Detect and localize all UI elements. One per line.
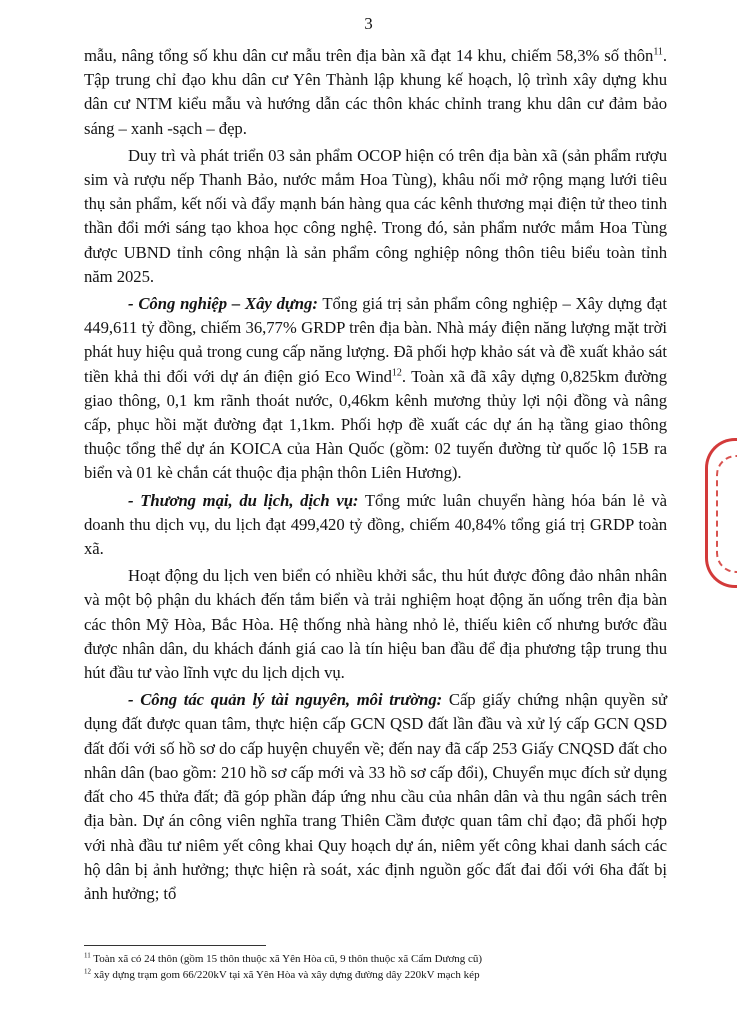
paragraph-text: Duy trì và phát triển 03 sản phẩm OCOP hiện có trên địa bàn xã (sản phẩm rượu sim và rượu nếp Thanh Bảo, nước mắm Hoa Tùng), khâu nối mở rộng mạng lưới tiêu thụ sản phẩm, kết nối và đẩy mạnh bán hàng qua các kênh thương mại điện tử theo tinh thần đổi mới sáng tạo khoa học công nghệ. Trong đó, sản phẩm nước mắm Hoa Tùng được UBND tỉnh công nhận là sản phẩm công nghiệp nông thôn tiêu biểu toàn tỉnh năm 2025. [84, 145, 667, 286]
paragraph-text: Hoạt động du lịch ven biển có nhiều khởi sắc, thu hút được đông đảo nhân nhân và một bộ phận du khách đến tắm biển và trải nghiệm hoạt động ăn uống trên địa bàn các thôn Mỹ Hòa, Bắc Hòa. Hệ thống nhà hàng nhỏ lẻ, thiếu kiên cố nhưng bước đầu được nhân dân, du khách đánh giá cao là tín hiệu ban đầu để địa phương tập trung thu hút đầu tư vào lĩnh vực du lịch dịch vụ. [84, 566, 667, 683]
paragraph-resources [84, 688, 667, 906]
footnote-ref-11: 11 [653, 46, 663, 58]
footnote-number: 11 [84, 951, 91, 960]
section-lead-resources: - Công tác quản lý tài nguyên, môi trường: [128, 690, 443, 710]
footnotes [84, 951, 674, 983]
footnote-text: xây dựng trạm gom 66/220kV tại xã Yên Hòa và xây dựng đường dây 220kV mạch kép [91, 969, 480, 981]
paragraph-1 [84, 44, 667, 141]
footnote-11 [84, 951, 674, 967]
paragraph-tourism [84, 564, 667, 685]
paragraph-trade [84, 489, 667, 562]
footnote-text: Toàn xã có 24 thôn (gồm 15 thôn thuộc xã Yên Hòa cũ, 9 thôn thuộc xã Cẩm Dương cũ) [90, 953, 483, 965]
paragraph-text: Tổng giá trị sản phẩm công nghiệp – Xây dựng đạt 449,611 tỷ đồng, chiếm 36,77% GRDP trên địa bàn. Nhà máy điện năng lượng mặt trời phát huy hiệu quả trong cung cấp năng lượng. Đã phối hợp khảo sát và đề xuất khảo sát tiền khả thi đối với dự án điện gió Eco Wind [84, 294, 667, 386]
paragraph-industry [84, 292, 667, 486]
paragraph-text-cont: . Tập trung chỉ đạo khu dân cư Yên Thành lập khung kế hoạch, lộ trình xây dựng khu dân cư NTM kiểu mẫu và hướng dẫn các thôn khác chỉnh trang khu dân cư đảm bảo sáng – xanh -sạch – đẹp. [84, 46, 667, 138]
section-lead-trade: - Thương mại, du lịch, dịch vụ: [128, 490, 359, 510]
paragraph-text: Tổng mức luân chuyển hàng hóa bán lẻ và doanh thu dịch vụ, du lịch đạt 499,420 tỷ đồng, chiếm 40,84% tổng giá trị GRDP toàn xã. [84, 490, 667, 559]
footnote-number: 12 [84, 967, 91, 976]
footnote-divider [84, 945, 266, 946]
seal-inner-ring [716, 455, 737, 573]
paragraph-text: mẫu, nâng tổng số khu dân cư mẫu trên địa bàn xã đạt 14 khu, chiếm 58,3% số thôn [84, 46, 654, 65]
footnote-ref-12: 12 [391, 367, 402, 379]
document-body [84, 44, 667, 909]
footnote-12 [84, 967, 674, 983]
page-number: 3 [364, 14, 373, 33]
paragraph-text: Cấp giấy chứng nhận quyền sử dụng đất được quan tâm, thực hiện cấp GCN QSD đất lần đầu và xử lý cấp GCN QSD đất đối với số hồ sơ do cấp huyện chuyển về; đến nay đã cấp 253 Giấy CNQSD đất cho nhân dân (bao gồm: 210 hồ sơ cấp mới và 33 hồ sơ cấp đổi), Chuyển mục đích sử dụng đất cho 45 thửa đất; đã góp phần đáp ứng nhu cầu của nhân dân và thu ngân sách trên địa bàn. Dự án công viên nghĩa trang Thiên Cầm được quan tâm chỉ đạo; đã phối hợp với nhà đầu tư niêm yết công khai Quy hoạch dự án, niêm yết công khai danh sách các hộ dân bị ảnh hưởng; thực hiện rà soát, xác định nguồn gốc đất đai đối với 6ha đất bị ảnh hưởng; tổ [84, 690, 668, 903]
paragraph-2 [84, 144, 667, 289]
paragraph-text-cont: . Toàn xã đã xây dựng 0,825km đường giao thông, 0,1 km rãnh thoát nước, 0,46km kênh mương thủy lợi nội đồng và nâng cấp, phục hồi mặt đường đạt 1,1km. Phối hợp đề xuất các dự án hạ tầng giao thông thuộc tổng thể dự án KOICA của Hàn Quốc (gồm: 02 tuyến đường từ quốc lộ 15B ra biển và 01 kè chắn cát thuộc địa phận thôn Liên Hương). [84, 366, 667, 483]
section-lead-industry: - Công nghiệp – Xây dựng: [128, 294, 318, 314]
red-seal-stamp [705, 438, 737, 588]
